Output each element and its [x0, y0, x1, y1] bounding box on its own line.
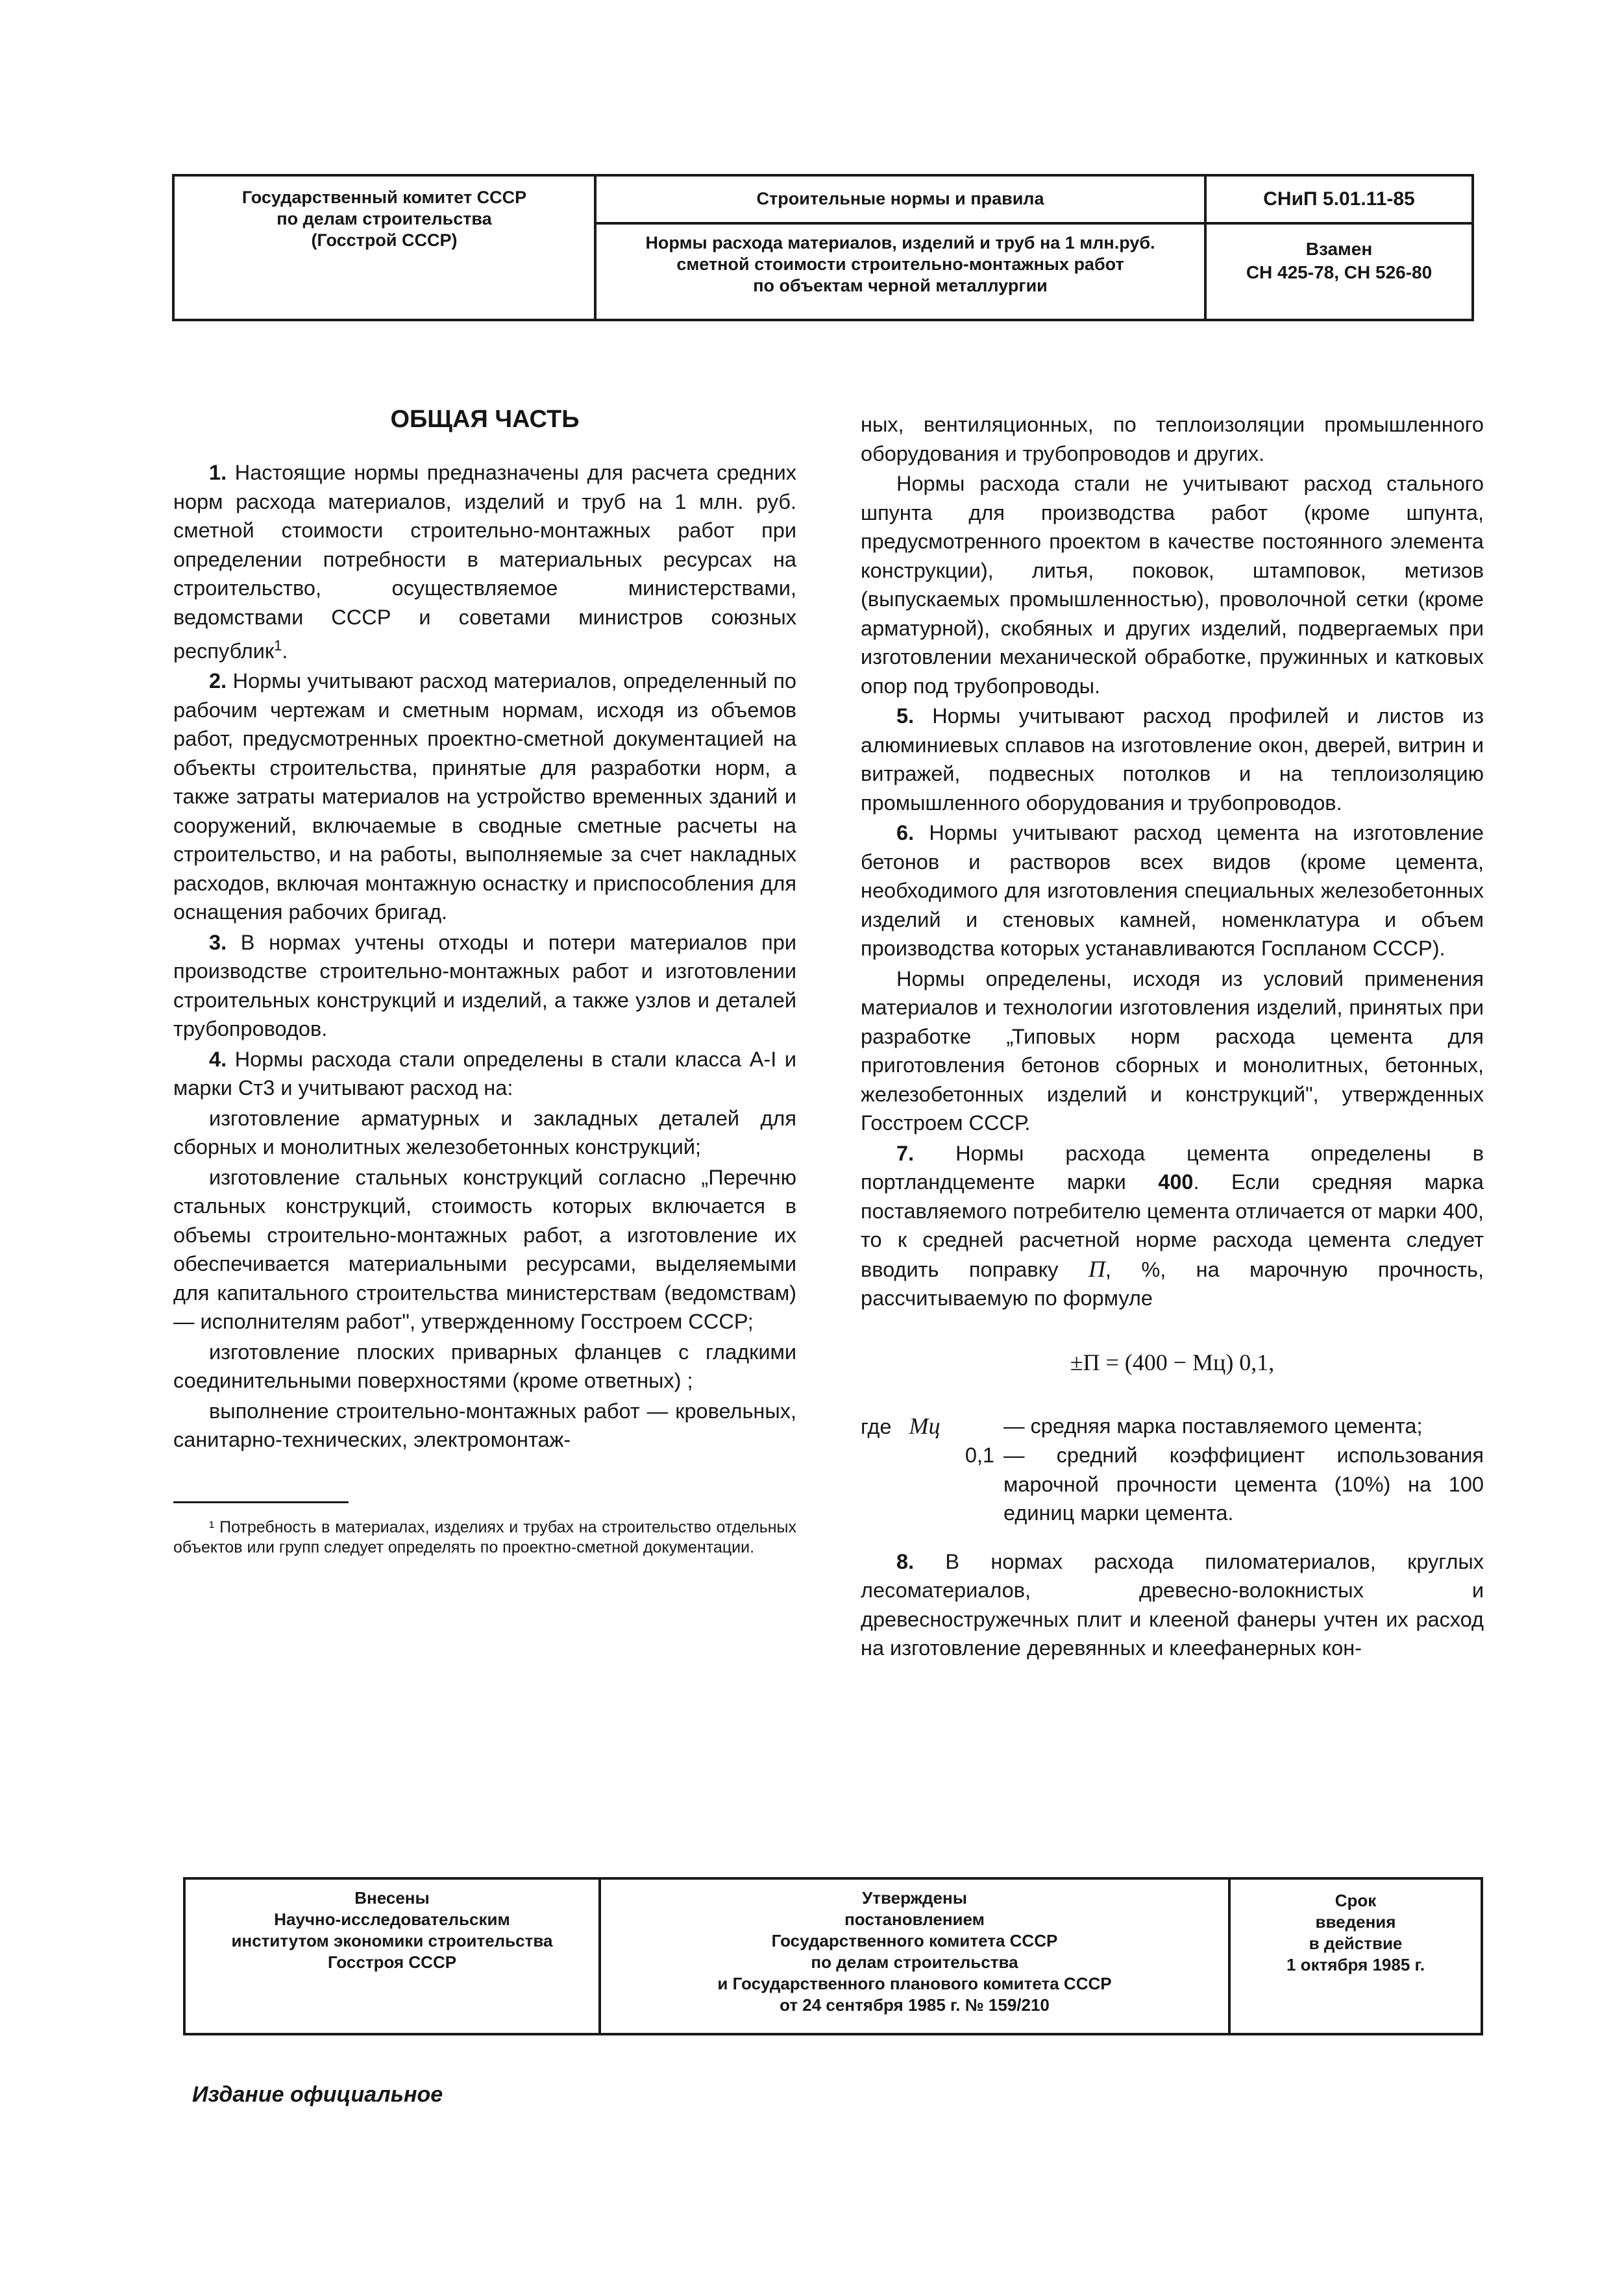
legend-row-1	[861, 1412, 1484, 1442]
legend-symbol-cell	[861, 1412, 1003, 1442]
paragraph-4	[173, 1045, 796, 1103]
formula: ±П = (400 − Mц) 0,1,	[1070, 1349, 1275, 1375]
paragraph-text: В нормах учтены отходы и потери материалов при производстве строительно-монтажных работ и изготовлении строительных конструкций и изделий, а также узлов и деталей трубопроводов.	[173, 930, 796, 1041]
paragraph-4d: выполнение строительно-монтажных работ — кровельных, санитарно-технических, электромонтаж-	[173, 1399, 796, 1452]
paragraph-number: 3.	[209, 930, 227, 954]
paragraph-text: Нормы учитывают расход материалов, определенный по рабочим чертежам и сметным нормам, исходя из объемов работ, предусмотренных проектно-сметной документацией на объекты строительства, принятые для разработки норм, а также затраты материалов на устройство временных зданий и сооружений, включаемые в сводные сметные расчеты на строительство, и на работы, выполняемые за счет накладных расходов, включая монтажную оснастку и приспособления для оснащения рабочих бригад.	[173, 669, 796, 924]
section-title: ОБЩАЯ ЧАСТЬ	[390, 406, 580, 433]
paragraph-4b: изготовление стальных конструкций согласно „Перечню стальных конструкций, стоимость которых включается в объемы строительно-монтажных работ, а изготовление их обеспечивается материальными ресурсами, выделяемыми для капитального строительства министерствам (ведомствам) — исполнителям работ", утвержденному Госстроем СССР;	[173, 1165, 796, 1334]
formula-legend	[861, 1412, 1484, 1528]
paragraph-7	[861, 1139, 1484, 1313]
paragraph-4c: изготовление плоских приварных фланцев с гладкими соединительными поверхностями (кроме ответных) ;	[173, 1340, 796, 1393]
paragraph-number: 5.	[896, 704, 915, 728]
legend-text: — средний коэффициент использования марочной прочности цемента (10%) на 100 единиц марки цемента.	[1003, 1444, 1484, 1525]
header-committee-cell	[175, 177, 597, 319]
right-column	[861, 410, 1484, 1664]
correction-symbol: П	[1088, 1255, 1105, 1282]
legend-symbol: Mц	[909, 1412, 941, 1439]
paragraph-1	[173, 458, 796, 665]
footer-effective: Срок введения в действие 1 октября 1985 г.	[1286, 1891, 1425, 1974]
footer-introduced-cell	[186, 1880, 601, 2033]
paragraph-number: 2.	[209, 669, 227, 693]
footer-introduced: Внесены Научно-исследовательским институтом экономики строительства Госстроя СССР	[231, 1888, 553, 1972]
header-doc-title-cell	[597, 225, 1204, 319]
paragraph-text: Настоящие нормы предназначены для расчета средних норм расхода материалов, изделий и труб на 1 млн. руб. сметной стоимости строительно-монтажных работ при определении потребности в материальных ресурсах на строительство, осуществляемое министерствами, ведомствами СССР и советами министров союзных республик	[173, 461, 796, 663]
header-doc-type-cell	[597, 177, 1204, 225]
header-code: СНиП 5.01.11-85	[1263, 188, 1415, 210]
header-code-cell	[1207, 177, 1471, 319]
legend-symbol: 0,1	[965, 1444, 994, 1467]
paragraph-text: Нормы расхода стали определены в стали класса А-I и марки Ст3 и учитывают расход на:	[173, 1047, 796, 1100]
paragraph-6	[861, 818, 1484, 963]
footer-approved: Утверждены постановлением Государственного комитета СССР по делам строительства и Государственного планового комитета СССР от 24 сентября 1985 г. № 159/210	[717, 1888, 1112, 2015]
paragraph-2	[173, 667, 796, 927]
paragraph-4d-continued: ных, вентиляционных, по теплоизоляции промышленного оборудования и трубопроводов и других.	[861, 413, 1484, 465]
paragraph-number: 1.	[209, 461, 227, 484]
paragraph-text: Нормы учитывают расход профилей и листов из алюминиевых сплавов на изготовление окон, дверей, витрин и витражей, подвесных потолков и на теплоизоляцию промышленного оборудования и трубопроводов.	[861, 704, 1484, 815]
paragraph-3	[173, 928, 796, 1044]
paragraph-4a: изготовление арматурных и закладных деталей для сборных и монолитных железобетонных конструкций;	[173, 1106, 796, 1159]
header-replaces: Взамен СН 425-78, СН 526-80	[1246, 239, 1433, 282]
paragraph-8	[861, 1547, 1484, 1663]
paragraph-number: 6.	[896, 821, 915, 844]
paragraph-text: . Если средняя марка поставляемого потребителю цемента отличается от марки 400, то к средней расчетной норме расхода цемента следует вводить поправку	[861, 1170, 1484, 1281]
header-title-cell	[597, 177, 1207, 319]
legend-row-2	[861, 1441, 1484, 1528]
footer-effective-cell	[1231, 1880, 1481, 2033]
where-label: где	[861, 1414, 892, 1438]
footnote-ref: 1	[274, 637, 282, 654]
header-doc-title: Нормы расхода материалов, изделий и труб на 1 млн.руб. сметной стоимости строительно-монтажных работ по объектам черной металлургии	[645, 233, 1155, 295]
paragraph-text: Нормы расхода цемента определены в портландцементе марки	[861, 1141, 1484, 1194]
paragraph-text: Нормы учитывают расход цемента на изготовление бетонов и растворов всех видов (кроме цемента, необходимого для изготовления специальных железобетонных изделий и стеновых камней, номенклатура и объем производства которых устанавливаются Госпланом СССР).	[861, 821, 1484, 960]
header-doc-type: Строительные нормы и правила	[756, 189, 1044, 208]
paragraph-5	[861, 702, 1484, 817]
header-table	[172, 174, 1474, 321]
paragraph-text: В нормах расхода пиломатериалов, круглых лесоматериалов, древесно-волокнистых и древесностружечных плит и клееной фанеры учтен их расход на изготовление деревянных и клеефанерных кон-	[861, 1549, 1484, 1660]
footer-table	[183, 1877, 1483, 2035]
paragraph-number: 7.	[896, 1141, 915, 1165]
paragraph-number: 8.	[896, 1549, 915, 1573]
paragraph-text: , %, на марочную прочность, рассчитываемую по формуле	[861, 1257, 1484, 1310]
paragraph-6b: Нормы определены, исходя из условий применения материалов и технологии изготовления изделий, принятых при разработке „Типовых норм расхода цемента для приготовления бетонов сборных и монолитных, бетонных, железобетонных изделий и конструкций", утвержденных Госстроем СССР.	[861, 966, 1484, 1135]
footnote: ¹ Потребность в материалах, изделиях и трубах на строительство отдельных объектов или групп следует определять по проектно-сметной документации.	[173, 1518, 796, 1556]
header-replaces-row	[1207, 225, 1471, 319]
cement-mark: 400	[1158, 1170, 1194, 1194]
footnote-separator	[173, 1501, 349, 1503]
header-committee: Государственный комитет СССР по делам строительства (Госстрой СССР)	[241, 188, 527, 250]
paragraph-4e: Нормы расхода стали не учитывают расход стального шпунта для производства работ (кроме шпунта, предусмотренного проектом в качестве постоянного элемента конструкции), литья, поковок, штамповок, метизов (выпускаемых промышленностью), проволочной сетки (кроме арматурной), скобяных и других изделий, подвергаемых при изготовлении механической обработке, пружинных и катковых опор под трубопроводы.	[861, 472, 1484, 698]
paragraph-number: 4.	[209, 1047, 227, 1071]
header-code-row	[1207, 177, 1471, 225]
footer-approved-cell	[601, 1880, 1231, 2033]
left-column	[173, 406, 796, 1558]
edition-label: Издание официальное	[192, 2082, 443, 2107]
paragraph-end: .	[282, 639, 288, 663]
legend-text: — средняя марка поставляемого цемента;	[1003, 1414, 1423, 1438]
